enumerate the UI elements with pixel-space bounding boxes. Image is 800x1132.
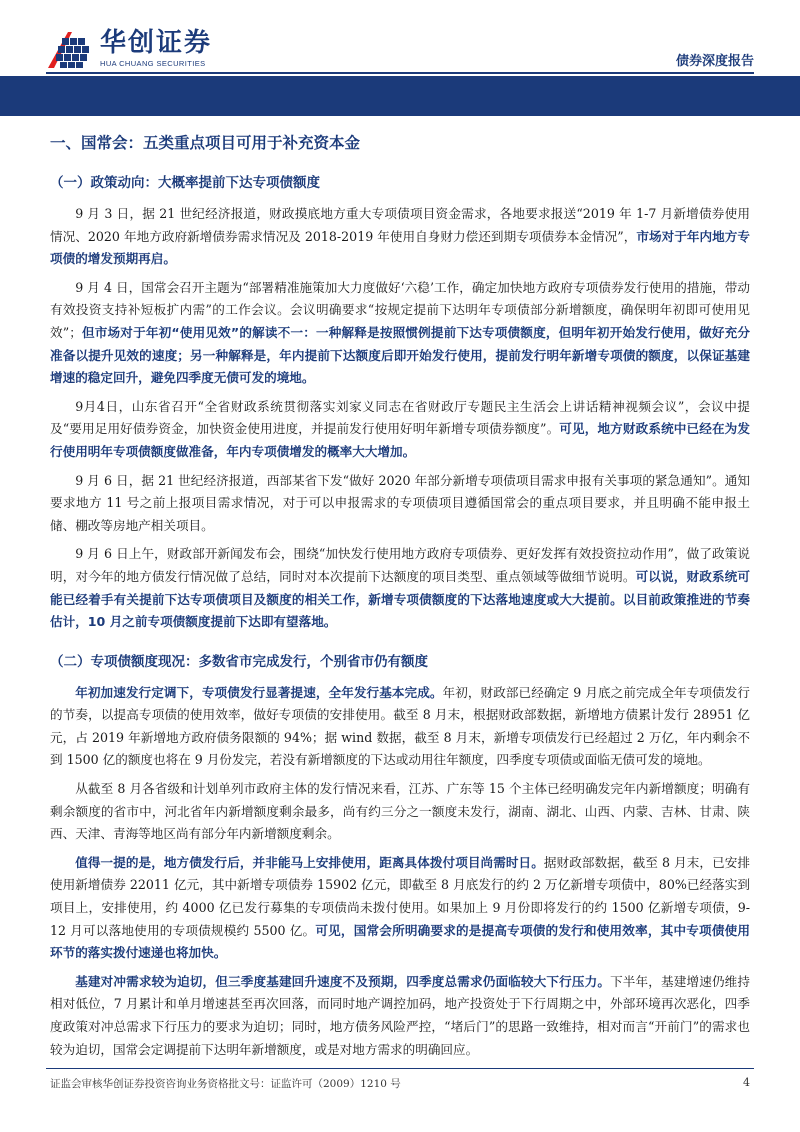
brand-name-en: HUA CHUANG SECURITIES xyxy=(100,59,206,68)
paragraph: 值得一提的是，地方债发行后，并非能马上安排使用，距离具体拨付项目尚需时日。据财政部数据，截至 8 月末，已安排使用新增债券 22011 亿元，其中新增专项债券 15902 亿元，即截至 8 月底发行的约 2 万亿新增专项债中，80%已经落实到项目上，安排使用，约 4000 亿已发行募集的专项债尚未拨付使用。如果加上 9 月份即将发行的约 1500 亿新增专项债，9-12 月可以落地使用的专项债规模约 5500 亿。可见，国常会所明确要求的是提高专项债的发行和使用效率，其中专项债使用环节的落实拨付速递也将加快。 xyxy=(50,854,751,961)
header-divider xyxy=(46,72,754,74)
subsection-heading-quota: （二）专项债额度现况：多数省市完成发行，个别省市仍有额度 xyxy=(50,653,428,670)
paragraph: 9 月 6 日上午，财政部开新闻发布会，围绕“加快发行使用地方政府专项债券、更好发挥有效投资拉动作用”，做了政策说明，对今年的地方债发行情况做了总结，同时对本次提前下达额度的项目类型、重点领域等做细节说明。可以说，财政系统可能已经着手有关提前下达专项债项目及额度的相关工作，新增专项债额度的下达落地速度或大大提前。以目前政策推进的节奏估计，10 月之前专项债额度提前下达即有望落地。 xyxy=(50,546,751,630)
page-number: 4 xyxy=(743,1076,750,1089)
paragraph: 9 月 4 日，国常会召开主题为“部署精准施策加大力度做好‘六稳’工作，确定加快地方政府专项债券发行使用的措施，带动有效投资支持补短板扩内需”的工作会议。会议明确要求“按规定提前下达明年专项债部分新增额度，确保明年初即可使用见效”；但市场对于年初“使用见效”的解读不一：一种解释是按照惯例提前下达专项债额度，但明年初开始发行使用，做好充分准备以提升见效的速度；另一种解释是，年内提前下达额度后即开始发行使用，提前发行明年新增专项债的额度，以保证基建增速的稳定回升，避免四季度无债可发的境地。 xyxy=(50,279,750,386)
paragraph: 基建对冲需求较为迫切，但三季度基建回升速度不及预期，四季度总需求仍面临较大下行压力。下半年，基建增速仍维持相对低位，7 月累计和单月增速甚至再次回落，而同时地产调控加码，地产投资处于下行周期之中，外部环境再次恶化，四季度政策对冲总需求下行压力的要求为迫切；同时，地方债务风险严控，“堵后门”的思路一致维持，相对而言“开前门”的需求也较为迫切，国常会定调提前下达明年新增额度，或是对地方需求的明确回应。 xyxy=(50,973,751,1057)
subsection-heading-policy: （一）政策动向：大概率提前下达专项债额度 xyxy=(50,175,320,191)
paragraph: 9 月 3 日，据 21 世纪经济报道，财政摸底地方重大专项债项目资金需求，各地要求报送“2019 年 1-7 月新增债券使用情况、2020 年地方政府新增债券需求情况及 2018-2019 年使用自身财力偿还到期专项债券本金情况”，市场对于年内地方专项债的增发预期再启。 xyxy=(50,206,751,267)
paragraph: 年初加速发行定调下，专项债发行显著提速，全年发行基本完成。年初，财政部已经确定 9 月底之前完成全年专项债发行的节奏，以提高专项债的使用效率，做好专项债的安排使用。截至 8 月末，根据财政部数据，新增地方债累计发行 28951 亿元，占 2019 年新增地方政府债务限额的 94%；据 wind 数据，截至 8 月末，新增专项债发行已经超过 2 万亿，年内剩余不到 1500 亿的额度也将在 9 月份发完，若没有新增额度的下达或动用往年额度，四季度专项债或面临无债可发的境地。 xyxy=(50,684,750,768)
header-band xyxy=(0,76,800,116)
brand-block xyxy=(100,28,212,68)
paragraph: 9月4日，山东省召开“全省财政系统贯彻落实刘家义同志在省财政厅专题民主生活会上讲话精神视频会议”，会议中提及“要用足用好债券资金，加快资金使用进度，并提前发行使用好明年新增专项债券额度”。可见，地方财政系统中已经在为发行使用明年专项债额度做准备，年内专项债增发的概率大大增加。 xyxy=(50,398,750,459)
section-heading: 一、国常会：五类重点项目可用于补充资本金 xyxy=(50,134,361,152)
report-body xyxy=(50,125,750,1067)
footer-license: 证监会审核华创证券投资咨询业务资格批文号：证监许可（2009）1210 号 xyxy=(50,1078,401,1090)
paragraph: 从截至 8 月各省级和计划单列市政府主体的发行情况来看，江苏、广东等 15 个主体已经明确发完年内新增额度；明确有剩余额度的省市中，河北省年内新增额度剩余最多，尚有约三分之一额度未发行，湖南、湖北、山西、内蒙、吉林、甘肃、陕西、天津、青海等地区尚有部分年内新增额度剩余。 xyxy=(50,781,750,842)
huachuang-logo-icon xyxy=(46,28,94,70)
footer-divider xyxy=(46,1068,754,1069)
report-type-label: 债券深度报告 xyxy=(675,54,754,69)
paragraph: 9 月 6 日，据 21 世纪经济报道，西部某省下发“做好 2020 年部分新增专项债项目需求申报有关事项的紧急通知”。通知要求地方 11 号之前上报项目需求情况，对于可以申报需求的专项债项目遵循国常会的重点项目要求，并且明确不能申报土储、棚改等房地产相关项目。 xyxy=(50,472,750,533)
brand-name-cn: 华创证券 xyxy=(100,28,213,58)
